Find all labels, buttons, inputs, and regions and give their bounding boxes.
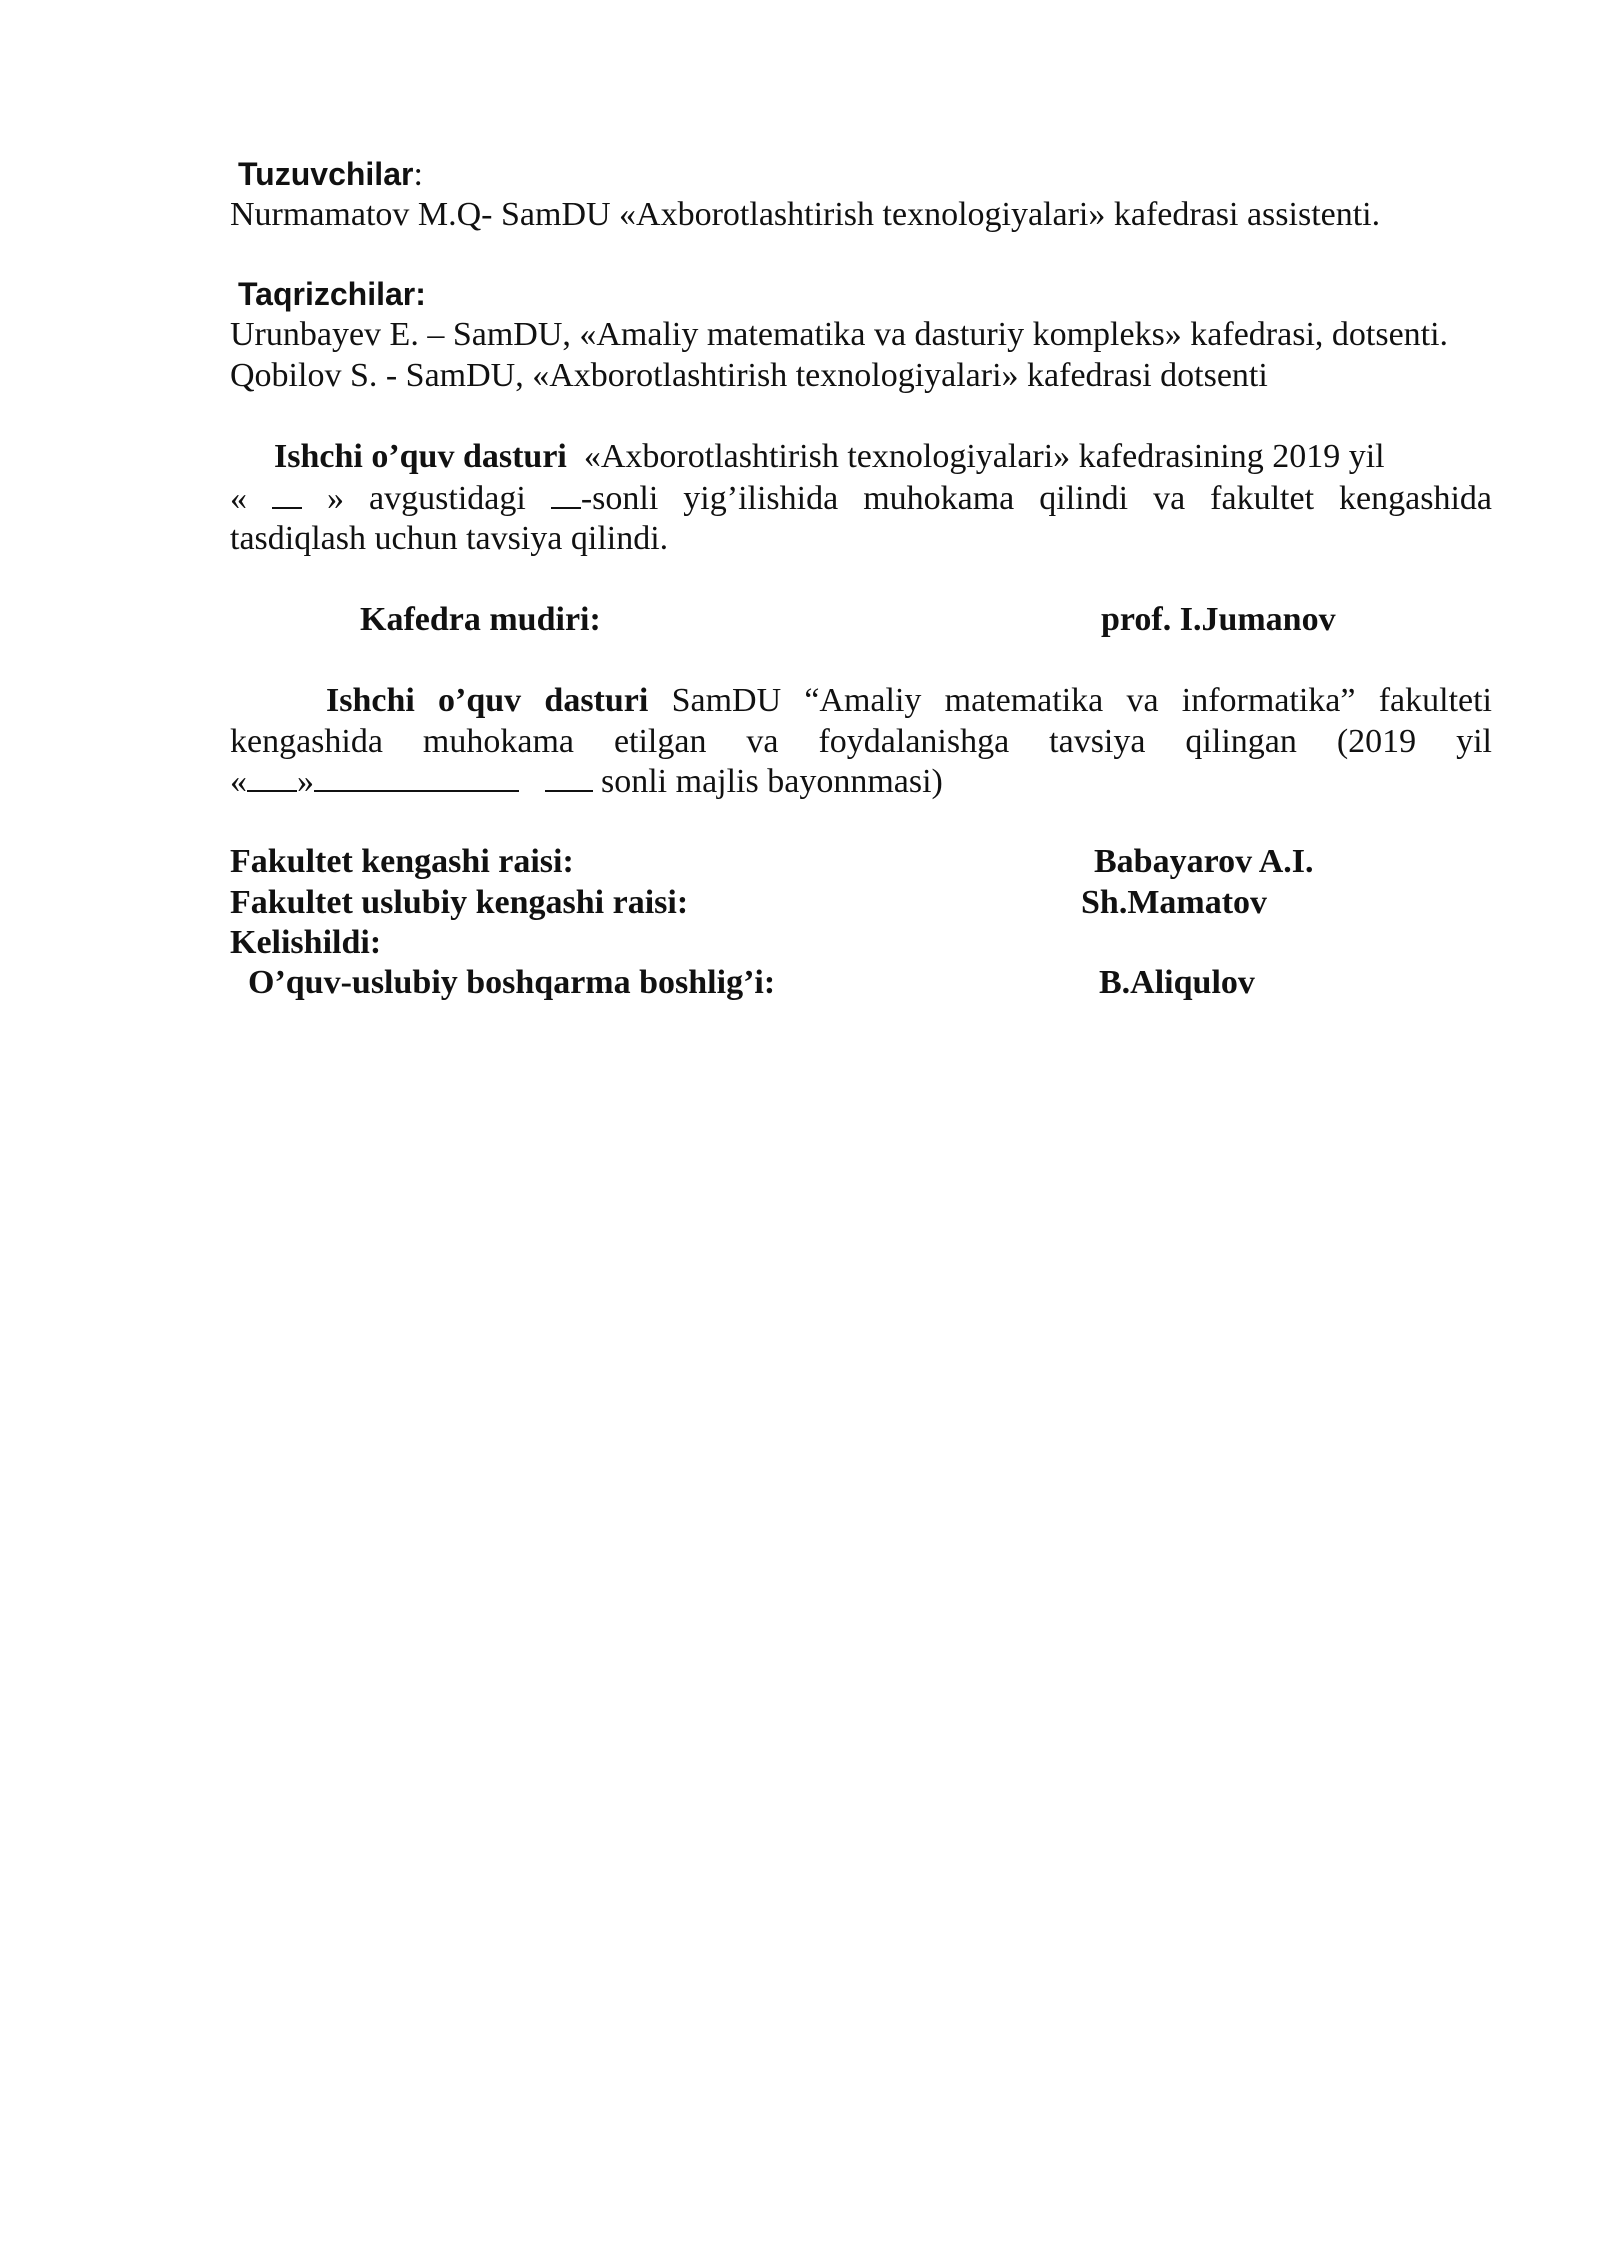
faculty-approval-line-1-text: SamDU “Amaliy matematika va informatika” fakulteti: [671, 682, 1492, 719]
month-blank: [314, 764, 519, 792]
head-of-department-label: Kafedra mudiri:: [360, 601, 601, 638]
dept-approval-line-1: [274, 437, 1385, 477]
dept-approval-line-1-text: «Axborotlashtirish texnologiyalari» kafedrasining 2019 yil: [583, 438, 1385, 475]
compilers-heading-line: [238, 154, 423, 195]
month-word: avgustidagi: [369, 480, 526, 517]
reviewer-entry-2: Qobilov S. - SamDU, «Axborotlashtirish texnologiyalari» kafedrasi dotsenti: [230, 357, 1268, 394]
faculty-approval-line-1: [326, 680, 1492, 721]
number-blank: [551, 481, 581, 509]
day-blank: [247, 764, 297, 792]
signature-label-2: Fakultet uslubiy kengashi raisi:: [230, 884, 689, 921]
signature-label-4: O’quv-uslubiy boshqarma boshlig’i:: [248, 964, 776, 1001]
dept-approval-line-3: tasdiqlash uchun tavsiya qilindi.: [230, 520, 669, 557]
day-blank: [272, 481, 302, 509]
sonli-word: -sonli: [580, 480, 659, 517]
dept-approval-line-2-text: yig’ilishida muhokama qilindi va fakultet kengashida: [683, 480, 1492, 517]
signature-label-1: Fakultet kengashi raisi:: [230, 843, 574, 880]
signature-name-2: Sh.Mamatov: [1081, 884, 1268, 921]
number-blank: [545, 764, 593, 792]
reviewers-heading: Taqrizchilar:: [238, 276, 426, 312]
quote-open: «: [230, 763, 247, 800]
quote-open: «: [230, 480, 247, 517]
signature-label-3: Kelishildi:: [230, 924, 382, 961]
compilers-heading: Tuzuvchilar: [238, 156, 414, 192]
faculty-approval-lead: Ishchi o’quv dasturi: [326, 682, 649, 719]
faculty-approval-line-3-text: sonli majlis bayonnmasi): [601, 763, 943, 800]
head-of-department-name: prof. I.Jumanov: [1101, 601, 1336, 638]
faculty-approval-line-2: kengashida muhokama etilgan va foydalanishga tavsiya qilingan (2019 yil: [230, 723, 1492, 760]
signature-name-4: B.Aliqulov: [1099, 964, 1255, 1001]
signature-name-1: Babayarov A.I.: [1094, 843, 1314, 880]
compiler-entry: Nurmamatov M.Q- SamDU «Axborotlashtirish texnologiyalari» kafedrasi assistenti.: [230, 196, 1381, 233]
quote-close: »: [297, 763, 314, 800]
dept-approval-line-2: [230, 478, 1492, 519]
reviewer-entry-1: Urunbayev E. – SamDU, «Amaliy matematika va dasturiy kompleks» kafedrasi, dotsenti.: [230, 316, 1449, 353]
compilers-colon: :: [413, 156, 423, 193]
quote-close: »: [327, 480, 345, 517]
faculty-approval-line-3: [230, 762, 943, 802]
dept-approval-lead: Ishchi o’quv dasturi: [274, 438, 567, 475]
